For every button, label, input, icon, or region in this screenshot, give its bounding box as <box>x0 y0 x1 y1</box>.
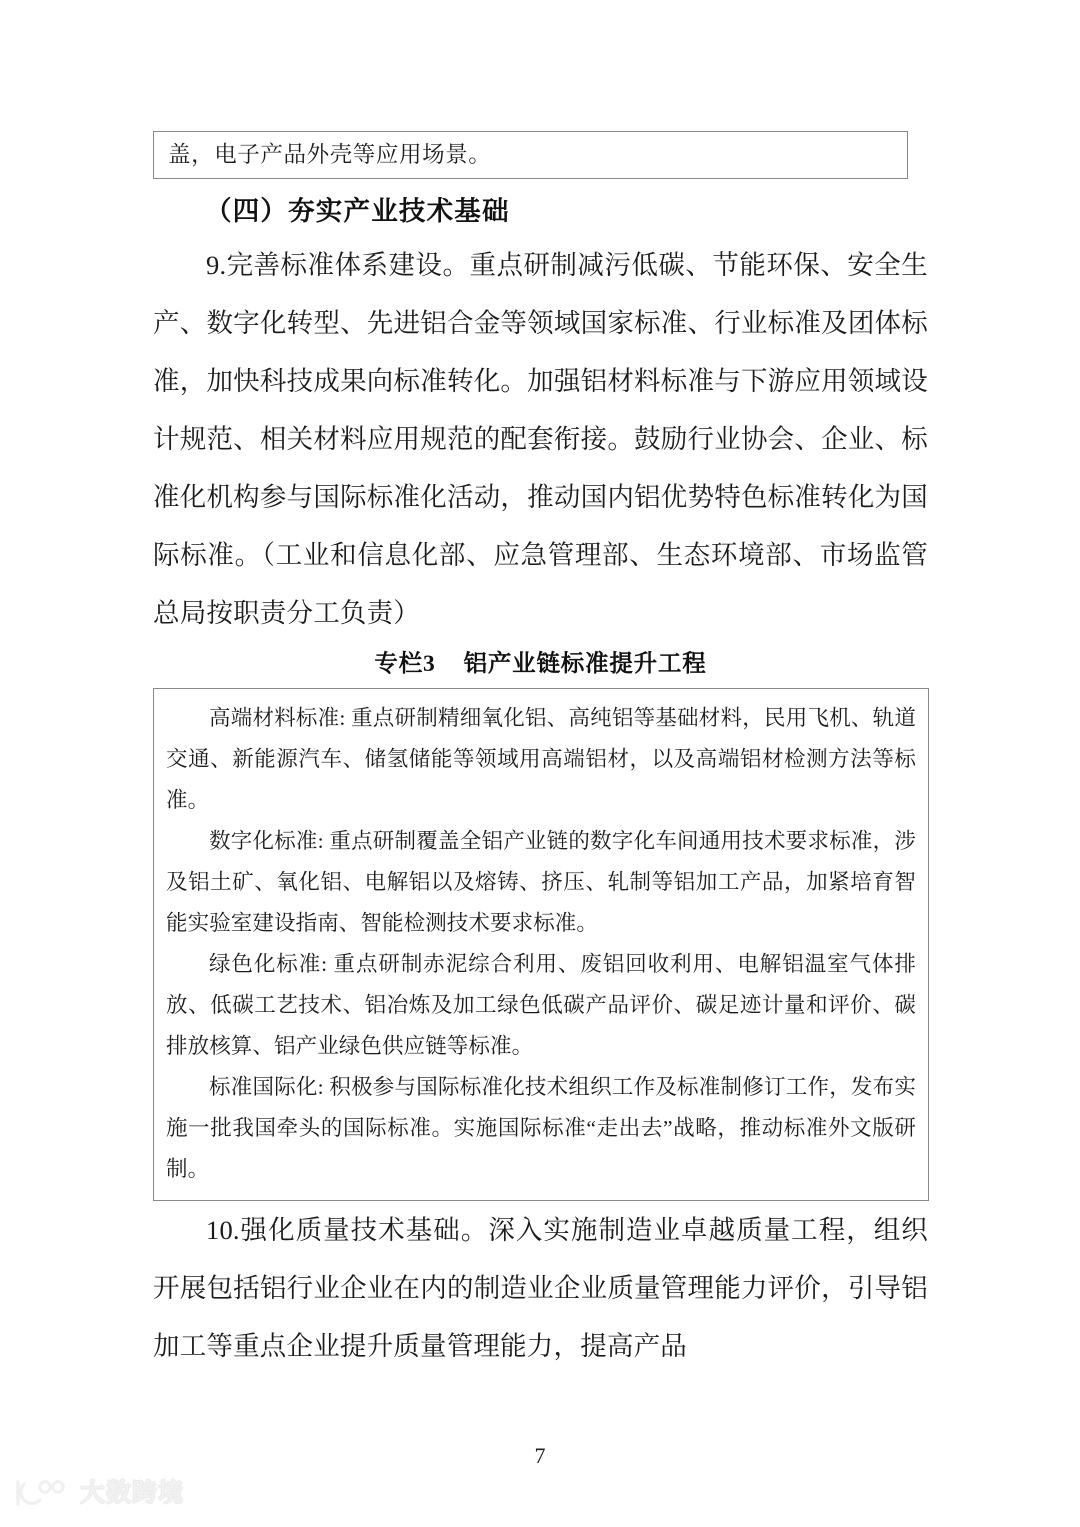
dashukuajing-logo-icon <box>14 1478 72 1508</box>
panel-label: 专栏 <box>374 651 424 677</box>
section-heading: （四）夯实产业技术基础 <box>205 196 510 226</box>
panel-number: 3 <box>423 651 436 677</box>
panel-title-text: 铝产业链标准提升工程 <box>463 651 707 677</box>
panel-item-standards-internationalization: 标准国际化: 积极参与国际标准化技术组织工作及标准制修订工作，发布实施一批我国牵头的国际标准。实施国际标准“走出去”战略，推动标准外文版研制。 <box>166 1075 916 1181</box>
paragraph-item-9: 9.完善标准体系建设。重点研制减污低碳、节能环保、安全生产、数字化转型、先进铝合金等领域国家标准、行业标准及团体标准，加快科技成果向标准转化。加强铝材料标准与下游应用领域设计规范、相关材料应用规范的配套衔接。鼓励行业协会、企业、标准化机构参与国际标准化活动，推动国内铝优势特色标准转化为国际标准。（工业和信息化部、应急管理部、生态环境部、市场监管总局按职责分工负责） <box>153 250 928 628</box>
panel-item-digitalization-standards: 数字化标准: 重点研制覆盖全铝产业链的数字化车间通用技术要求标准，涉及铝土矿、氧化铝、电解铝以及熔铸、挤压、轧制等铝加工产品，加紧培育智能实验室建设指南、智能检测技术要求标准。 <box>166 829 916 935</box>
panel-box <box>153 688 929 1201</box>
page-number: 7 <box>534 1443 546 1468</box>
continued-text: 盖，电子产品外壳等应用场景。 <box>168 142 492 167</box>
paragraph-item-10: 10.强化质量技术基础。深入实施制造业卓越质量工程，组织开展包括铝行业企业在内的制造业企业质量管理能力评价，引导铝加工等重点企业提升质量管理能力，提高产品 <box>153 1215 928 1361</box>
panel-item-greening-standards: 绿色化标准: 重点研制赤泥综合利用、废铝回收利用、电解铝温室气体排放、低碳工艺技术、铝冶炼及加工绿色低碳产品评价、碳足迹计量和评价、碳排放核算、铝产业绿色供应链等标准。 <box>166 952 916 1058</box>
watermark-text: 大数跨境 <box>80 1478 185 1507</box>
continued-text-box <box>153 131 908 179</box>
document-body <box>153 186 928 1375</box>
panel-item-high-end-material-standards: 高端材料标准: 重点研制精细氧化铝、高纯铝等基础材料，民用飞机、轨道交通、新能源汽车、储氢储能等领域用高端铝材，以及高端铝材检测方法等标准。 <box>166 706 916 812</box>
panel-title <box>153 642 928 686</box>
watermark <box>14 1478 184 1508</box>
